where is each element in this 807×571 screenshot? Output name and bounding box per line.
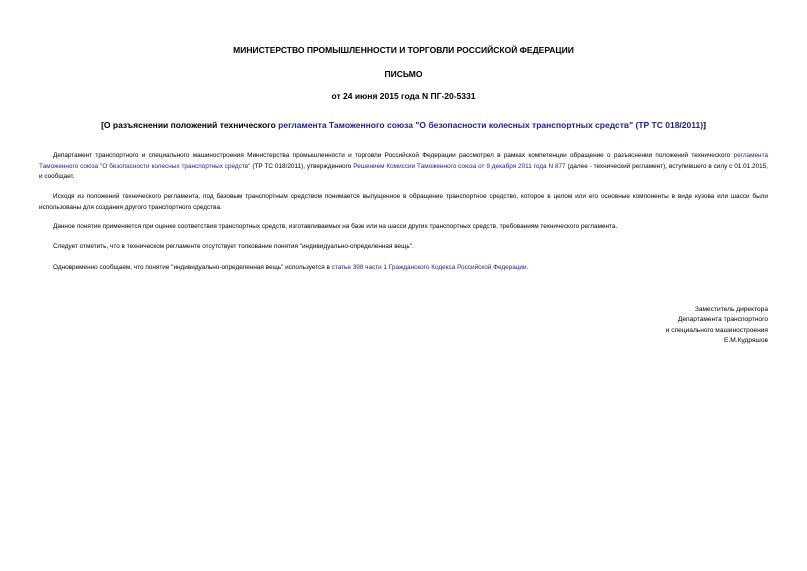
regulation-link[interactable]: регламента Таможенного союза "О безопасности колесных транспортных средств" — [39, 152, 768, 170]
paragraph-2: Исходя из положений технического регламента, под базовым транспортным средством понимается выпущенное в обращение транспортное средство, которое в целом или его основные компоненты в виде кузова или шасси были использованы для создания другого транспортного средства. — [39, 193, 768, 211]
paragraph-5-text-b: . — [526, 264, 529, 271]
paragraph-5-text-a: Одновременно сообщаем, что понятие "индивидуально-определенная вещь" используется в — [53, 264, 332, 271]
signature-block — [568, 305, 768, 347]
ministry-heading: МИНИСТЕРСТВО ПРОМЫШЛЕННОСТИ И ТОРГОВЛИ РОССИЙСКОЙ ФЕДЕРАЦИИ — [233, 45, 574, 55]
document-date-number: от 24 июня 2015 года N ПГ-20-5331 — [331, 91, 476, 101]
paragraph-1-text-d: (далее - технический регламент), вступившего в силу с 01.01.2015, и сообщает. — [39, 162, 769, 181]
paragraph-1-text-a: Департамент транспортного и специального машиностроения Министерства промышленности и торговли Российской Федерации рассмотрел в рамках компетенции обращение о разъяснении положений технического — [53, 152, 734, 159]
signature-position: Заместитель директора — [694, 306, 768, 313]
document-type-heading: ПИСЬМО — [384, 69, 423, 79]
paragraph-4: Следует отметить, что в техническом регламенте отсутствует толкование понятия "индивидуально-определенная вещь". — [53, 243, 414, 250]
commission-decision-link[interactable]: Решением Комиссии Таможенного союза от 9 декабря 2011 года N 877 — [353, 162, 566, 170]
paragraph-1 — [39, 151, 768, 183]
paragraph-1-text-b: (ТР ТС 018/2011) — [250, 162, 304, 170]
title-regulation-link[interactable]: регламента Таможенного союза "О безопасности колесных транспортных средств" (ТР ТС 018/2011) — [278, 120, 704, 130]
signature-name: Е.М.Кудряшов — [724, 337, 768, 345]
signature-department-cont: и специального машиностроения — [665, 326, 768, 334]
civil-code-link[interactable]: статье 398 части 1 Гражданского Кодекса Российской Федерации — [331, 264, 527, 271]
title-close-text: ] — [703, 120, 706, 130]
title-open-text: [О разъяснении положений технического — [101, 120, 279, 130]
paragraph-3: Данное понятие применяется при оценке соответствия транспортных средств, изготавливаемых на базе или на шасси других транспортных средств, требованиям технического регламента. — [53, 223, 618, 230]
paragraph-1-text-c: , утвержденного — [303, 162, 354, 170]
paragraph-5 — [39, 263, 768, 274]
signature-department: Департамента транспортного — [677, 316, 768, 324]
document-title — [0, 120, 807, 131]
